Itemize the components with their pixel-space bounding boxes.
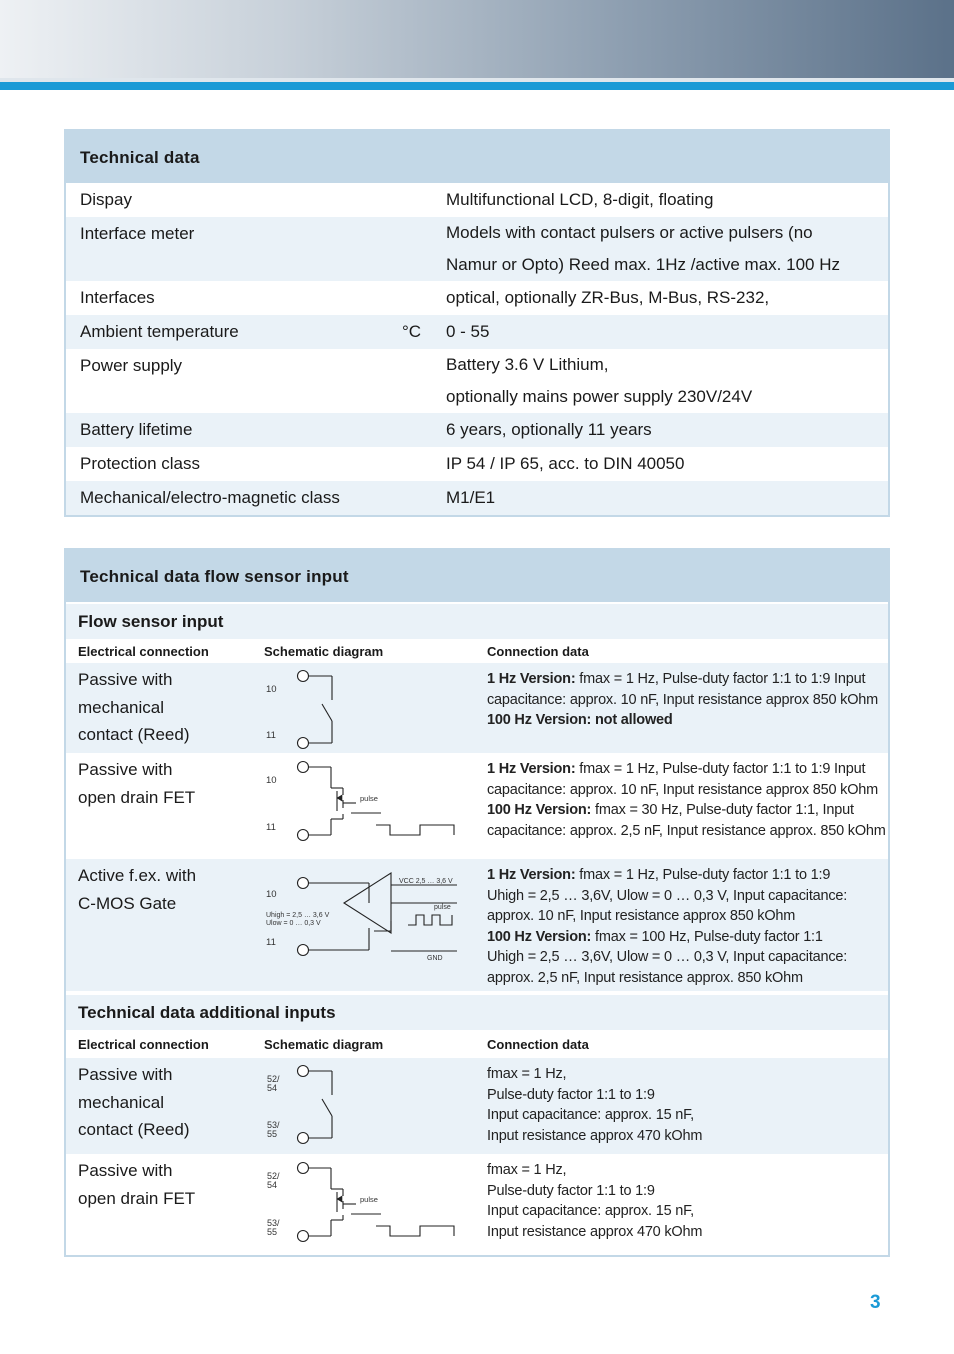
connection-data: [487, 1058, 888, 1154]
spec-label-text: Interface meter: [80, 224, 195, 243]
spec-value-line: Battery 3.6 V Lithium,: [446, 355, 609, 374]
technical-data-rows: [66, 183, 888, 515]
schematic-svg: [264, 753, 487, 859]
electrical-connection-line: open drain FET: [78, 787, 196, 807]
spec-label: [66, 413, 402, 447]
connection-data-text: capacitance: approx. 2,5 nF, Input resistance approx. 850 kOhm: [487, 822, 886, 839]
connection-data-text: fmax = 1 Hz, Pulse-duty factor 1:1 to 1:9 Input: [575, 671, 866, 687]
connection-data-text: approx. 10 nF, Input resistance approx 850 kOhm: [487, 908, 796, 924]
connection-data-line: [487, 968, 888, 989]
spec-unit: [402, 349, 446, 413]
connection-data-text: Uhigh = 2,5 … 3,6V, Ulow = 0 … 0,3 V, Input capacitance:: [487, 887, 848, 904]
spec-unit-text: [402, 447, 446, 481]
spec-unit-text: [402, 413, 446, 447]
spec-label: [66, 349, 402, 413]
pin-label-top: 52/: [267, 1171, 280, 1181]
electrical-connection: [66, 753, 264, 859]
spec-unit-text: [402, 183, 446, 217]
col-electrical: Electrical connection: [78, 643, 209, 659]
electrical-connection: [66, 1058, 264, 1154]
connection-row: [66, 753, 888, 859]
electrical-connection-line: contact (Reed): [78, 725, 190, 744]
connection-data-bold: 100 Hz Version: not allowed: [487, 712, 673, 728]
connection-data: [487, 1154, 888, 1255]
terminal-circle: [298, 945, 309, 956]
spec-row: [66, 315, 888, 349]
connection-row: [66, 1154, 888, 1255]
schematic-line: [322, 1099, 332, 1116]
connection-data-line: [487, 690, 888, 711]
col-connection: Connection data: [487, 643, 589, 659]
schematic-diagram: [264, 753, 487, 859]
cmos-gate-triangle: [344, 873, 391, 933]
spec-label-text: Power supply: [80, 356, 183, 375]
schematic-diagram: [264, 1154, 487, 1255]
col-connection: Connection data: [487, 1036, 589, 1052]
electrical-connection-line: open drain FET: [78, 1188, 196, 1208]
connection-data-line: [487, 1181, 888, 1202]
connection-data-line: [487, 1085, 888, 1106]
connection-data-text: Input resistance approx 470 kOhm: [487, 1223, 703, 1240]
spec-value-line: IP 54 / IP 65, acc. to DIN 40050: [446, 454, 685, 473]
spec-unit-text: [402, 349, 446, 383]
pin-label-bottom: 55: [267, 1129, 278, 1139]
connection-data-text: fmax = 1 Hz, Pulse-duty factor 1:1 to 1:9: [575, 867, 831, 883]
schematic-diagram: [264, 663, 487, 753]
schematic-svg: [264, 1154, 487, 1255]
spec-unit: [402, 447, 446, 481]
spec-label: [66, 183, 402, 217]
pulse-label: pulse: [360, 1195, 378, 1204]
spec-value: [446, 217, 888, 281]
pin-label-bottom: 11: [266, 822, 276, 833]
spec-value: [446, 183, 888, 217]
spec-value-line: 6 years, optionally 11 years: [446, 420, 652, 439]
flow-input-rows: [66, 663, 888, 991]
connection-data-bold: 1 Hz Version:: [487, 671, 576, 687]
fet-arrow: [337, 795, 342, 801]
spec-value-line: optical, optionally ZR-Bus, M-Bus, RS-232,: [446, 288, 770, 307]
spec-value-line: 0 - 55: [446, 322, 490, 341]
spec-value: [446, 413, 888, 447]
spec-row: [66, 217, 888, 281]
pulse-waveform: [376, 1226, 454, 1236]
connection-data-line: [487, 821, 888, 842]
pin-label-bottom: 11: [266, 937, 276, 948]
schematic-svg: [264, 859, 487, 991]
connection-data-line: [487, 800, 888, 821]
ulow-label: Ulow = 0 … 0,3 V: [266, 920, 321, 927]
connection-data-text: capacitance: approx. 10 nF, Input resistance approx 850 kOhm: [487, 691, 879, 708]
connection-data-text: fmax = 100 Hz, Pulse-duty factor 1:1: [591, 928, 823, 945]
connection-data-text: capacitance: approx. 10 nF, Input resistance approx 850 kOhm: [487, 781, 879, 798]
spec-label-text: Battery lifetime: [80, 420, 193, 439]
spec-label: [66, 315, 402, 349]
schematic-diagram: [264, 1058, 487, 1154]
pulse-waveform: [408, 915, 452, 925]
spec-label-text: Dispay: [80, 190, 132, 209]
connection-data-bold: 1 Hz Version:: [487, 761, 576, 777]
terminal-circle: [298, 738, 309, 749]
col-electrical: Electrical connection: [78, 1036, 209, 1052]
schematic-line: [322, 704, 332, 721]
connection-data: [487, 859, 888, 991]
connection-data-text: fmax = 1 Hz,: [487, 1162, 567, 1178]
spec-unit: [402, 315, 446, 349]
pin-label-top: 10: [266, 775, 277, 786]
connection-data-text: Pulse-duty factor 1:1 to 1:9: [487, 1182, 655, 1199]
connection-data-line: [487, 1201, 888, 1222]
connection-data-text: Input capacitance: approx. 15 nF,: [487, 1203, 695, 1219]
terminal-circle: [298, 1133, 309, 1144]
spec-label-text: Mechanical/electro-magnetic class: [80, 488, 340, 507]
spec-value-line: Multifunctional LCD, 8-digit, floating: [446, 190, 714, 209]
electrical-connection-line: Passive with: [78, 1161, 173, 1180]
pin-label-top: 54: [267, 1083, 278, 1093]
spec-unit-text: [402, 217, 446, 251]
spec-value: [446, 447, 888, 481]
technical-data-table: [64, 129, 890, 517]
electrical-connection-line: Passive with: [78, 1065, 173, 1084]
pin-label-bottom: 53/: [267, 1218, 280, 1228]
spec-label: [66, 481, 402, 515]
connection-data-bold: 100 Hz Version:: [487, 928, 592, 945]
header-banner: [0, 0, 954, 78]
connection-data-line: [487, 927, 888, 948]
connection-data-text: fmax = 1 Hz,: [487, 1066, 567, 1082]
spec-label-text: Ambient temperature: [80, 322, 239, 341]
spec-value-line: Namur or Opto) Reed max. 1Hz /active max. 100 Hz: [446, 255, 840, 274]
terminal-circle: [298, 1231, 309, 1242]
uhigh-label: Uhigh = 2,5 … 3,6 V: [266, 912, 330, 919]
pin-label-bottom: 55: [267, 1227, 278, 1237]
fet-arrow: [337, 1196, 342, 1202]
schematic-diagram: [264, 859, 487, 991]
spec-value-line: optionally mains power supply 230V/24V: [446, 387, 753, 406]
spec-label-text: Protection class: [80, 454, 200, 473]
terminal-circle: [298, 1066, 309, 1077]
terminal-circle: [298, 1163, 309, 1174]
connection-data-text: Input resistance approx 470 kOhm: [487, 1127, 703, 1144]
connection-data-text: fmax = 1 Hz, Pulse-duty factor 1:1 to 1:9 Input: [575, 761, 866, 777]
connection-data-line: [487, 947, 888, 968]
spec-row: [66, 447, 888, 481]
spec-label: [66, 217, 402, 281]
terminal-circle: [298, 830, 309, 841]
connection-data-line: [487, 1105, 888, 1126]
connection-data-text: Uhigh = 2,5 … 3,6V, Ulow = 0 … 0,3 V, Input capacitance:: [487, 949, 848, 965]
electrical-connection-line: Active f.ex. with: [78, 866, 197, 885]
spec-row: [66, 183, 888, 217]
pin-label-bottom: 53/: [267, 1120, 280, 1130]
schematic-svg: [264, 663, 487, 753]
electrical-connection: [66, 1154, 264, 1255]
spec-value: [446, 315, 888, 349]
connection-row: [66, 859, 888, 991]
pin-label-top: 52/: [267, 1074, 280, 1084]
electrical-connection-line: contact (Reed): [78, 1120, 190, 1139]
spec-value: [446, 281, 888, 315]
page-number: 3: [870, 1292, 881, 1313]
connection-data-text: Pulse-duty factor 1:1 to 1:9: [487, 1086, 655, 1103]
electrical-connection-line: mechanical: [78, 1092, 164, 1112]
col-schematic: Schematic diagram: [264, 643, 384, 659]
spec-unit: [402, 183, 446, 217]
spec-value: [446, 349, 888, 413]
connection-data-line: [487, 865, 888, 886]
connection-data-line: [487, 886, 888, 907]
pulse-label: pulse: [434, 904, 451, 911]
connection-data-line: [487, 710, 888, 731]
spec-value-line: Models with contact pulsers or active pulsers (no: [446, 223, 813, 242]
connection-data-text: fmax = 30 Hz, Pulse-duty factor 1:1, Input: [591, 802, 854, 818]
terminal-circle: [298, 671, 309, 682]
spec-unit: [402, 413, 446, 447]
pulse-label: pulse: [360, 794, 378, 803]
connection-data: [487, 663, 888, 753]
connection-data-line: [487, 669, 888, 690]
connection-data-line: [487, 1126, 888, 1147]
header-accent-line: [0, 82, 954, 90]
spec-unit-text: °C: [402, 322, 422, 341]
spec-unit-text: [402, 481, 446, 515]
connection-data-text: approx. 2,5 nF, Input resistance approx. 850 kOhm: [487, 969, 803, 986]
technical-data-title: Technical data: [66, 131, 888, 183]
spec-value-line: M1/E1: [446, 488, 496, 507]
connection-row: [66, 1058, 888, 1154]
electrical-connection: [66, 663, 264, 753]
pulse-waveform: [376, 825, 454, 835]
additional-inputs-rows: [66, 1058, 888, 1255]
additional-inputs-subtitle: Technical data additional inputs: [66, 995, 888, 1030]
connection-data-line: [487, 906, 888, 927]
electrical-connection-line: mechanical: [78, 697, 164, 717]
spec-row: [66, 413, 888, 447]
pin-label-top: 10: [266, 684, 277, 695]
flow-input-column-headers: [66, 639, 888, 663]
spec-value: [446, 481, 888, 515]
connection-data-line: [487, 1160, 888, 1181]
vcc-label: VCC 2,5 … 3,6 V: [399, 878, 453, 885]
pin-label-bottom: 11: [266, 730, 276, 741]
flow-sensor-table: [64, 548, 890, 1257]
spec-label-text: Interfaces: [80, 288, 155, 307]
pin-label-top: 54: [267, 1180, 278, 1190]
connection-data-line: [487, 1222, 888, 1243]
electrical-connection-line: C-MOS Gate: [78, 893, 177, 913]
electrical-connection-line: Passive with: [78, 670, 173, 689]
connection-data-line: [487, 1064, 888, 1085]
spec-unit: [402, 281, 446, 315]
spec-row: [66, 349, 888, 413]
connection-data-line: [487, 780, 888, 801]
gnd-label: GND: [427, 955, 443, 962]
connection-data-line: [487, 759, 888, 780]
spec-label: [66, 447, 402, 481]
terminal-circle: [298, 878, 309, 889]
spec-label: [66, 281, 402, 315]
spec-row: [66, 281, 888, 315]
connection-data-text: Input capacitance: approx. 15 nF,: [487, 1107, 695, 1123]
col-schematic: Schematic diagram: [264, 1036, 384, 1052]
spec-row: [66, 481, 888, 515]
connection-row: [66, 663, 888, 753]
connection-data-bold: 1 Hz Version:: [487, 867, 576, 883]
spec-unit: [402, 217, 446, 281]
flow-sensor-title: Technical data flow sensor input: [66, 550, 888, 602]
electrical-connection: [66, 859, 264, 991]
pin-label-top: 10: [266, 889, 277, 900]
schematic-svg: [264, 1058, 487, 1154]
connection-data: [487, 753, 888, 859]
additional-inputs-column-headers: [66, 1030, 888, 1058]
flow-input-subtitle: Flow sensor input: [66, 604, 888, 639]
connection-data-bold: 100 Hz Version:: [487, 802, 592, 818]
spec-unit-text: [402, 281, 446, 315]
spec-unit: [402, 481, 446, 515]
terminal-circle: [298, 762, 309, 773]
electrical-connection-line: Passive with: [78, 760, 173, 779]
